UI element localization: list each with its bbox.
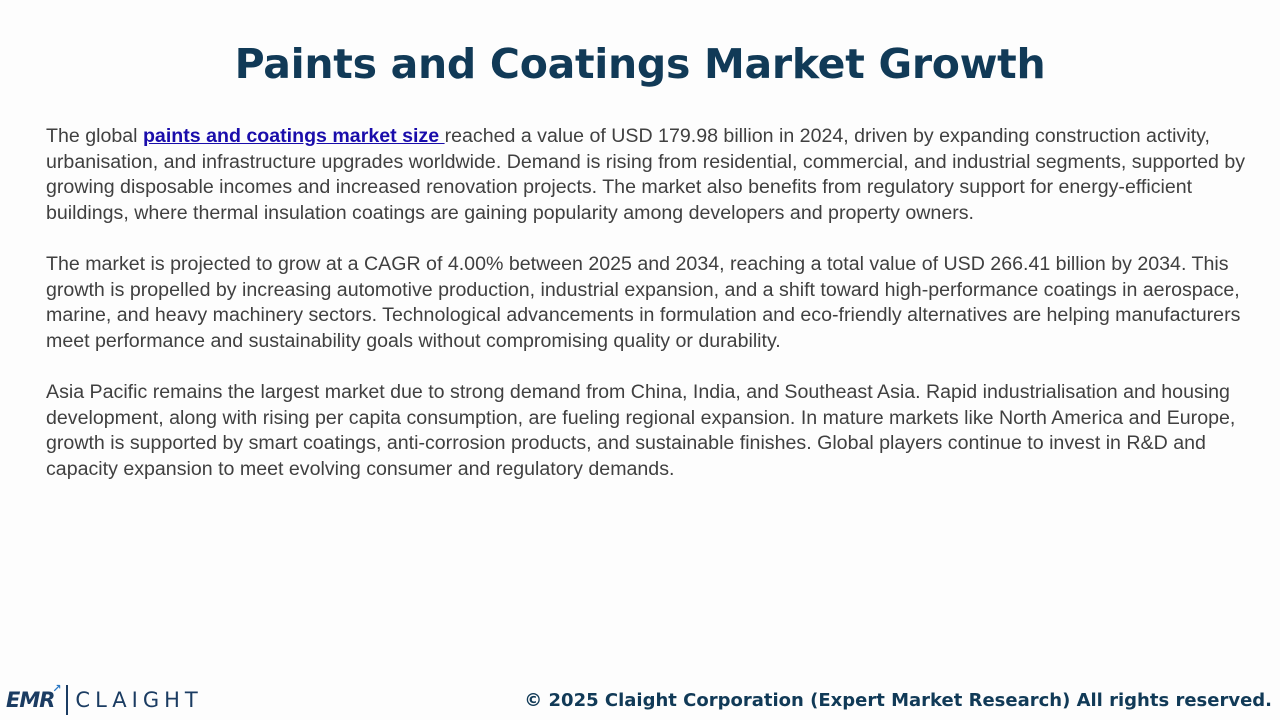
claight-logo-text: CLAIGHT (75, 688, 203, 712)
logo-divider (66, 685, 68, 715)
market-size-link[interactable]: paints and coatings market size (142, 125, 445, 147)
paragraph-growth-forecast: The market is projected to grow at a CAGR of 4.00% between 2025 and 2034, reaching a total value of USD 266.41 billion by 2034. This growth is propelled by increasing automotive production, industrial expansion, and a shift toward high-performance coatings in aerospace, marine, and heavy machinery sectors. Technological advancements in formulation and eco-friendly alternatives are helping manufacturers meet performance and sustainability goals without compromising quality or durability. (46, 252, 1241, 352)
paragraph-1-intro: The global (46, 125, 143, 147)
emr-logo-text: EMR (6, 688, 55, 712)
paragraph-1-text: reached a value of USD 179.98 billion in 2024, driven by expanding construction activity, urbanisation, and infrastructure upgrades worldwide. Demand is rising from residential, commercial, and industrial segments, supported by growing disposable incomes and increased renovation projects. The market also benefits from regulatory support for energy-efficient buildings, where thermal insulation coatings are gaining popularity among developers and property owners. (46, 125, 1246, 224)
copyright-notice: © 2025 Claight Corporation (Expert Market Research) All rights reserved. (524, 690, 1272, 711)
paragraph-regional-outlook: Asia Pacific remains the largest market due to strong demand from China, India, and Southeast Asia. Rapid industrialisation and housing development, along with rising per capita consumption, are fueling regional expansion. In mature markets like North America and Europe, growth is supported by smart coatings, anti-corrosion products, and sustainable finishes. Global players continue to invest in R&D and capacity expansion to meet evolving consumer and regulatory demands. (46, 380, 1236, 480)
page-title: Paints and Coatings Market Growth (234, 40, 1046, 88)
emr-logo (6, 682, 61, 712)
arrow-up-icon: ↗ (52, 682, 61, 695)
paragraph-market-size (46, 124, 1246, 226)
company-logo (6, 682, 203, 718)
article-body (46, 124, 1246, 508)
